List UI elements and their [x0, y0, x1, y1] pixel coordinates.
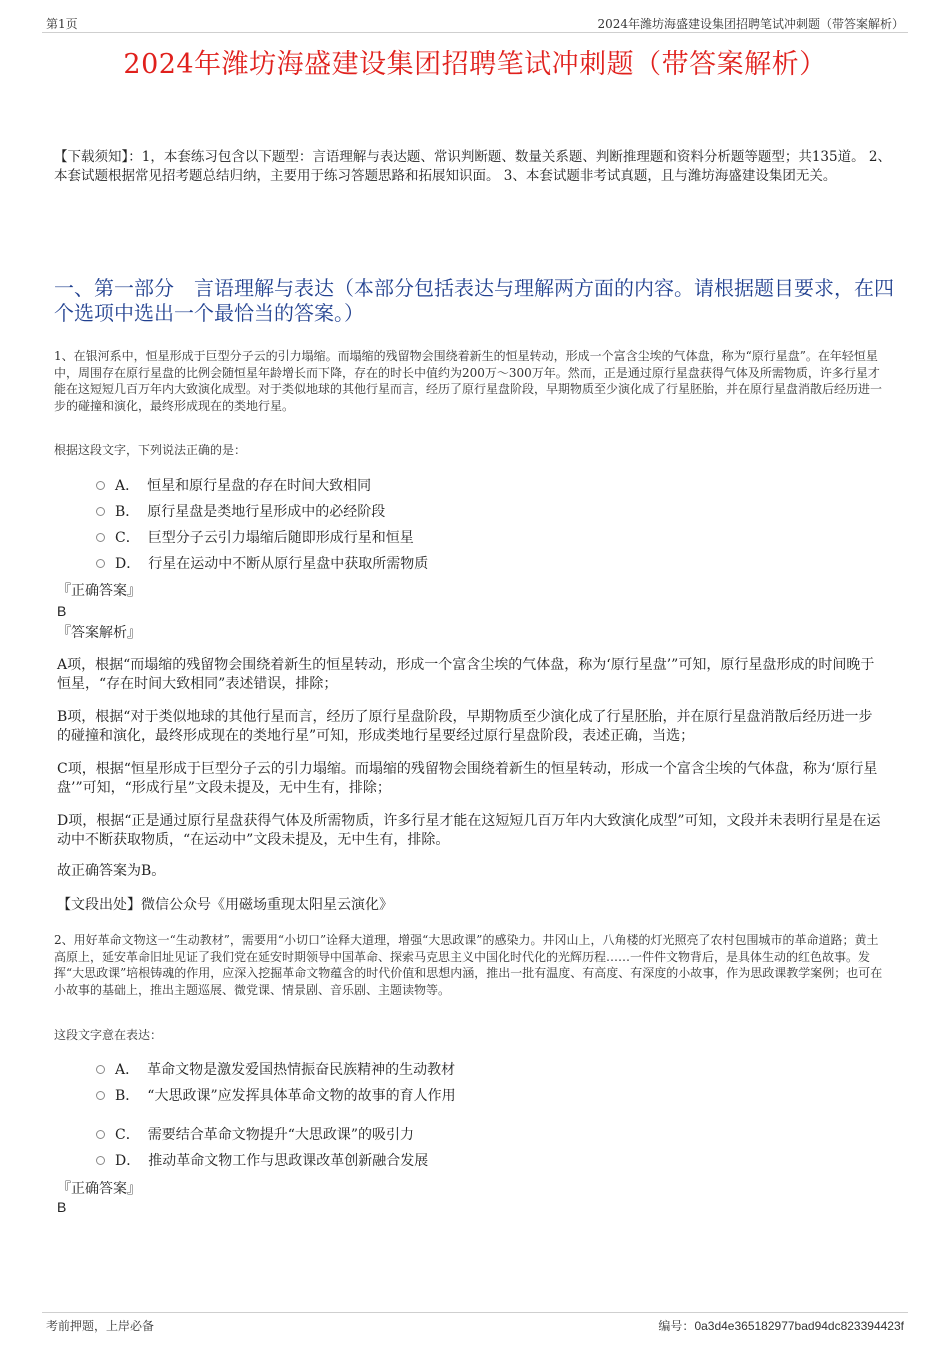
q2-option-c[interactable]: C． 需要结合革命文物提升“大思政课”的吸引力: [96, 1125, 890, 1145]
radio-icon[interactable]: [96, 507, 105, 516]
q1-answer-label: 『正确答案』: [57, 583, 141, 599]
section-heading: 一、第一部分 言语理解与表达（本部分包括表达与理解两方面的内容。请根据题目要求，在四个选项中选出一个最恰当的答案。）: [54, 276, 894, 325]
radio-icon[interactable]: [96, 1156, 105, 1165]
q2-option-a[interactable]: A． 革命文物是激发爱国热情振奋民族精神的生动教材: [96, 1060, 890, 1080]
radio-icon[interactable]: [96, 1091, 105, 1100]
radio-icon[interactable]: [96, 1130, 105, 1139]
radio-icon[interactable]: [96, 559, 105, 568]
radio-icon[interactable]: [96, 481, 105, 490]
q2-answer: B: [57, 1199, 67, 1215]
question-2-stem: 2、用好革命文物这一“生动教材”，需要用“小切口”诠释大道理，增强“大思政课”的感染力。井冈山上，八角楼的灯光照亮了农村包围城市的革命道路；黄土高原上，延安革命旧址见证了我们党在延安时期领导中国革命、探索马克思主义中国化时代化的光辉历程……一件件文物背后，是具体生动的红色故事。发挥“大思政课”培根铸魂的作用，应深入挖掘革命文物蕴含的时代价值和思想内涵，推出一批有温度、有高度、有深度的小故事，作为思政课教学案例；也可在小故事的基础上，推出主题巡展、微党课、情景剧、音乐剧、主题读物等。: [54, 933, 883, 997]
q1-analysis-d: D项，根据“正是通过原行星盘获得气体及所需物质，许多行星才能在这短短几百万年内大致演化成型”可知，文段并未表明行星是在运动中不断获取物质，“在运动中”文段未提及，无中生有，排除。: [57, 813, 881, 848]
page-number: 第1页: [46, 17, 78, 31]
question-1-prompt: 根据这段文字，下列说法正确的是：: [54, 443, 247, 457]
document-title: 2024年潍坊海盛建设集团招聘笔试冲刺题（带答案解析）: [123, 49, 827, 80]
q1-analysis-label: 『答案解析』: [57, 625, 141, 641]
radio-icon[interactable]: [96, 1065, 105, 1074]
question-1-stem: 1、在银河系中，恒星形成于巨型分子云的引力塌缩。而塌缩的残留物会围绕着新生的恒星转动，形成一个富含尘埃的气体盘，称为“原行星盘”。在年轻恒星中，周围存在原行星盘的比例会随恒星年龄增长而下降，存在的时长中值约为200万～300万年。然而，正是通过原行星盘获得气体及所需物质，许多行星才能在这短短几百万年内大致演化成型。对于类似地球的其他行星而言，经历了原行星盘阶段，早期物质至少演化成了行星胚胎，并在原行星盘消散后经历进一步的碰撞和演化，最终形成现在的类地行星。: [54, 349, 883, 413]
question-2-prompt: 这段文字意在表达：: [54, 1028, 163, 1042]
download-notice: 【下载须知】：1，本套练习包含以下题型：言语理解与表达题、常识判断题、数量关系题、判断推理题和资料分析题等题型；共135道。 2、本套试题根据常见招考题总结归纳，主要用于练习答题思路和拓展知识面。 3、本套试题非考试真题，且与潍坊海盛建设集团无关。: [54, 149, 891, 184]
q2-option-b[interactable]: B． “大思政课”应发挥具体革命文物的故事的育人作用: [96, 1086, 890, 1106]
footer-slogan: 考前押题，上岸必备: [46, 1319, 155, 1333]
q1-option-c[interactable]: C． 巨型分子云引力塌缩后随即形成行星和恒星: [96, 528, 890, 548]
q2-option-d[interactable]: D． 推动革命文物工作与思政课改革创新融合发展: [96, 1151, 890, 1171]
q1-analysis-b: B项，根据“对于类似地球的其他行星而言，经历了原行星盘阶段，早期物质至少演化成了行星胚胎，并在原行星盘消散后经历进一步的碰撞和演化，最终形成现在的类地行星”可知，形成类地行星要经过原行星盘阶段，表述正确，当选；: [57, 709, 873, 744]
document-code: 编号：0a3d4e365182977bad94dc823394423f: [658, 1319, 904, 1333]
header-doc-title: 2024年潍坊海盛建设集团招聘笔试冲刺题（带答案解析）: [597, 17, 904, 31]
q1-answer: B: [57, 603, 67, 619]
page-header: [42, 12, 908, 33]
q1-conclusion: 故正确答案为B。: [57, 863, 166, 879]
page-footer: [42, 1312, 908, 1335]
q1-analysis-c: C项，根据“恒星形成于巨型分子云的引力塌缩。而塌缩的残留物会围绕着新生的恒星转动，形成一个富含尘埃的气体盘，称为‘原行星盘’”可知，“形成行星”文段未提及，无中生有，排除；: [57, 761, 878, 796]
q1-source: 【文段出处】微信公众号《用磁场重现太阳星云演化》: [57, 897, 393, 913]
q1-analysis-a: A项，根据“而塌缩的残留物会围绕着新生的恒星转动，形成一个富含尘埃的气体盘，称为‘原行星盘’”可知，原行星盘形成的时间晚于恒星，“存在时间大致相同”表述错误，排除；: [57, 657, 875, 692]
q2-answer-label: 『正确答案』: [57, 1181, 141, 1197]
q1-option-b[interactable]: B． 原行星盘是类地行星形成中的必经阶段: [96, 502, 890, 522]
radio-icon[interactable]: [96, 533, 105, 542]
q1-option-a[interactable]: A． 恒星和原行星盘的存在时间大致相同: [96, 476, 890, 496]
q1-option-d[interactable]: D． 行星在运动中不断从原行星盘中获取所需物质: [96, 554, 890, 574]
